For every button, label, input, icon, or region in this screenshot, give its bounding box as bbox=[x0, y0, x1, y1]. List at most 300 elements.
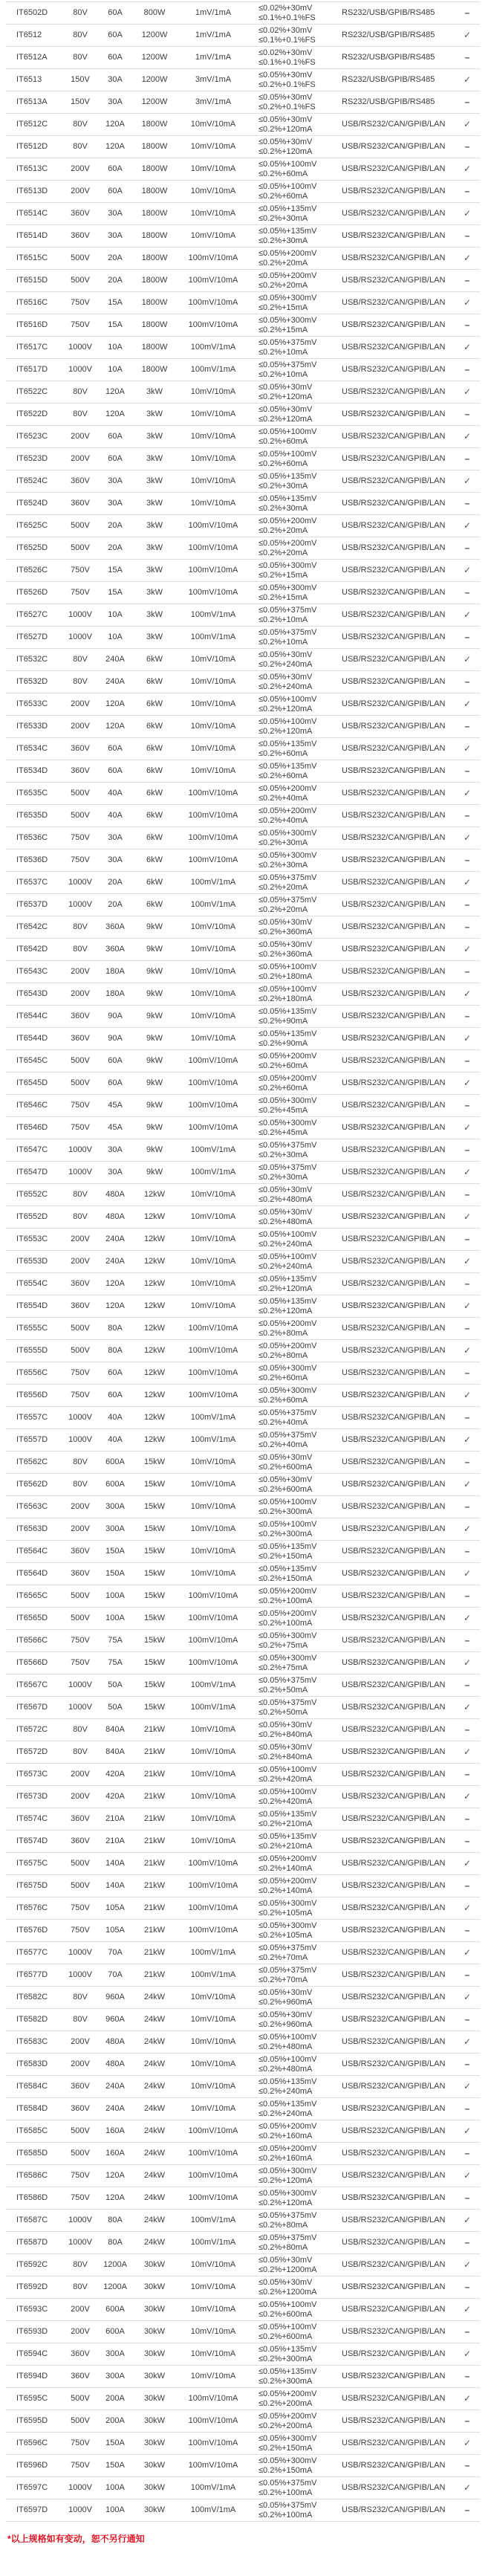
model-cell: IT6524D bbox=[6, 493, 65, 515]
voltage-cell: 750V bbox=[65, 1897, 95, 1920]
power-cell: 24kW bbox=[135, 2054, 174, 2076]
resolution-cell: 100mV/1mA bbox=[174, 2232, 253, 2254]
check-icon: ✓ bbox=[463, 1478, 472, 1489]
dash-icon: – bbox=[464, 1188, 470, 1200]
model-cell: IT6565C bbox=[6, 1585, 65, 1608]
accuracy-cell bbox=[253, 1563, 336, 1585]
accuracy-cell bbox=[253, 2210, 336, 2232]
table-row bbox=[6, 2210, 480, 2232]
current-accuracy-line: ≤0.2%+20mA bbox=[258, 882, 308, 892]
current-cell: 840A bbox=[95, 1741, 135, 1764]
option-cell bbox=[455, 515, 480, 537]
option-cell bbox=[455, 247, 480, 270]
current-accuracy-line: ≤0.2%+15mA bbox=[258, 570, 308, 580]
voltage-accuracy-line: ≤0.05%+100mV bbox=[258, 2300, 317, 2309]
model-cell: IT6543C bbox=[6, 961, 65, 983]
interfaces-cell: USB/RS232/CAN/GPIB/LAN bbox=[336, 1318, 455, 1340]
interfaces-cell: USB/RS232/CAN/GPIB/LAN bbox=[336, 2054, 455, 2076]
check-icon: ✓ bbox=[463, 1166, 472, 1177]
check-icon: ✓ bbox=[463, 297, 472, 308]
voltage-cell: 750V bbox=[65, 1652, 95, 1674]
voltage-accuracy-line: ≤0.05%+300mV bbox=[258, 2456, 317, 2465]
voltage-accuracy-line: ≤0.05%+375mV bbox=[258, 337, 317, 347]
resolution-cell: 100mV/10mA bbox=[174, 1608, 253, 1630]
resolution-cell: 100mV/10mA bbox=[174, 850, 253, 872]
interfaces-cell: USB/RS232/CAN/GPIB/LAN bbox=[336, 181, 455, 203]
dash-icon: – bbox=[464, 1456, 470, 1467]
current-cell: 10A bbox=[95, 337, 135, 359]
accuracy-cell bbox=[253, 1674, 336, 1697]
power-cell: 6kW bbox=[135, 850, 174, 872]
table-row bbox=[6, 1853, 480, 1875]
interfaces-cell: USB/RS232/CAN/GPIB/LAN bbox=[336, 2009, 455, 2031]
current-accuracy-line: ≤0.2%+120mA bbox=[258, 2175, 313, 2185]
interfaces-cell: USB/RS232/CAN/GPIB/LAN bbox=[336, 426, 455, 448]
current-cell: 100A bbox=[95, 2477, 135, 2499]
resolution-cell: 100mV/1mA bbox=[174, 2210, 253, 2232]
check-icon: ✓ bbox=[463, 1612, 472, 1623]
voltage-accuracy-line: ≤0.02%+30mV bbox=[258, 25, 313, 35]
accuracy-cell bbox=[253, 1452, 336, 1474]
table-row bbox=[6, 1496, 480, 1518]
current-cell: 15A bbox=[95, 560, 135, 582]
interfaces-cell: USB/RS232/CAN/GPIB/LAN bbox=[336, 1407, 455, 1429]
power-cell: 3kW bbox=[135, 470, 174, 493]
check-icon: ✓ bbox=[463, 2259, 472, 2270]
resolution-cell: 100mV/10mA bbox=[174, 2120, 253, 2143]
model-cell: IT6562C bbox=[6, 1452, 65, 1474]
power-cell: 6kW bbox=[135, 872, 174, 894]
current-cell: 120A bbox=[95, 1295, 135, 1318]
accuracy-cell bbox=[253, 381, 336, 404]
current-accuracy-line: ≤0.2%+1200mA bbox=[258, 2287, 317, 2297]
table-row bbox=[6, 760, 480, 783]
interfaces-cell: USB/RS232/CAN/GPIB/LAN bbox=[336, 827, 455, 850]
current-accuracy-line: ≤0.2%+90mA bbox=[258, 1016, 308, 1026]
voltage-accuracy-line: ≤0.05%+135mV bbox=[258, 1006, 317, 1016]
dash-icon: – bbox=[464, 1233, 470, 1244]
current-accuracy-line: ≤0.2%+60mA bbox=[258, 459, 308, 468]
table-row bbox=[6, 537, 480, 560]
voltage-cell: 360V bbox=[65, 1563, 95, 1585]
dash-icon: – bbox=[464, 809, 470, 821]
voltage-accuracy-line: ≤0.05%+200mV bbox=[258, 1608, 317, 1618]
table-row bbox=[6, 961, 480, 983]
voltage-accuracy-line: ≤0.05%+375mV bbox=[258, 1430, 317, 1440]
option-cell bbox=[455, 91, 480, 114]
voltage-cell: 200V bbox=[65, 2321, 95, 2343]
power-cell: 21kW bbox=[135, 1764, 174, 1786]
power-cell: 6kW bbox=[135, 716, 174, 738]
option-cell bbox=[455, 2076, 480, 2098]
current-accuracy-line: ≤0.2%+40mA bbox=[258, 1440, 308, 1449]
table-row bbox=[6, 627, 480, 649]
current-cell: 1200A bbox=[95, 2254, 135, 2276]
option-cell bbox=[455, 2276, 480, 2299]
check-icon: ✓ bbox=[463, 943, 472, 954]
current-cell: 30A bbox=[95, 493, 135, 515]
current-cell: 60A bbox=[95, 181, 135, 203]
dash-icon: – bbox=[464, 185, 470, 196]
current-accuracy-line: ≤0.2%+140mA bbox=[258, 1886, 313, 1895]
table-row bbox=[6, 1072, 480, 1095]
current-accuracy-line: ≤0.2%+60mA bbox=[258, 436, 308, 446]
dash-icon: – bbox=[464, 720, 470, 731]
dash-icon: – bbox=[464, 1768, 470, 1779]
current-cell: 50A bbox=[95, 1674, 135, 1697]
table-row bbox=[6, 1229, 480, 1251]
model-cell: IT6515C bbox=[6, 247, 65, 270]
current-accuracy-line: ≤0.2%+40mA bbox=[258, 1417, 308, 1427]
current-accuracy-line: ≤0.2%+20mA bbox=[258, 258, 308, 268]
current-accuracy-line: ≤0.2%+300mA bbox=[258, 1507, 313, 1516]
voltage-cell: 360V bbox=[65, 470, 95, 493]
voltage-cell: 1000V bbox=[65, 2499, 95, 2522]
current-accuracy-line: ≤0.2%+240mA bbox=[258, 659, 313, 669]
accuracy-cell bbox=[253, 1362, 336, 1385]
voltage-cell: 200V bbox=[65, 1764, 95, 1786]
accuracy-cell bbox=[253, 247, 336, 270]
interfaces-cell: USB/RS232/CAN/GPIB/LAN bbox=[336, 1585, 455, 1608]
check-icon: ✓ bbox=[463, 1746, 472, 1757]
voltage-cell: 200V bbox=[65, 181, 95, 203]
dash-icon: – bbox=[464, 51, 470, 62]
interfaces-cell: USB/RS232/CAN/GPIB/LAN bbox=[336, 1162, 455, 1184]
table-row bbox=[6, 292, 480, 314]
accuracy-cell bbox=[253, 1229, 336, 1251]
voltage-accuracy-line: ≤0.05%+30mV bbox=[258, 2255, 313, 2265]
current-accuracy-line: ≤0.2%+120mA bbox=[258, 704, 313, 713]
model-cell: IT6562D bbox=[6, 1474, 65, 1496]
model-cell: IT6526C bbox=[6, 560, 65, 582]
power-cell: 15kW bbox=[135, 1585, 174, 1608]
current-cell: 60A bbox=[95, 738, 135, 760]
table-row bbox=[6, 1251, 480, 1273]
resolution-cell: 100mV/1mA bbox=[174, 1407, 253, 1429]
voltage-cell: 750V bbox=[65, 850, 95, 872]
voltage-cell: 1000V bbox=[65, 894, 95, 916]
resolution-cell: 10mV/10mA bbox=[174, 939, 253, 961]
current-accuracy-line: ≤0.2%+1200mA bbox=[258, 2265, 317, 2274]
power-cell: 1200W bbox=[135, 91, 174, 114]
resolution-cell: 10mV/10mA bbox=[174, 2009, 253, 2031]
option-cell bbox=[455, 158, 480, 181]
current-accuracy-line: ≤0.2%+480mA bbox=[258, 1217, 313, 1226]
interfaces-cell: USB/RS232/CAN/GPIB/LAN bbox=[336, 1786, 455, 1808]
model-cell: IT6534D bbox=[6, 760, 65, 783]
resolution-cell: 100mV/10mA bbox=[174, 2410, 253, 2433]
model-cell: IT6586D bbox=[6, 2187, 65, 2210]
option-cell bbox=[455, 203, 480, 225]
voltage-accuracy-line: ≤0.05%+200mV bbox=[258, 2411, 317, 2421]
accuracy-cell bbox=[253, 1808, 336, 1831]
voltage-cell: 360V bbox=[65, 2343, 95, 2366]
current-cell: 600A bbox=[95, 2321, 135, 2343]
voltage-cell: 500V bbox=[65, 1050, 95, 1072]
voltage-accuracy-line: ≤0.05%+30mV bbox=[258, 2010, 313, 2019]
current-accuracy-line: ≤0.2%+480mA bbox=[258, 2042, 313, 2051]
model-cell: IT6557C bbox=[6, 1407, 65, 1429]
interfaces-cell: USB/RS232/CAN/GPIB/LAN bbox=[336, 2098, 455, 2120]
voltage-cell: 750V bbox=[65, 2433, 95, 2455]
model-cell: IT6545D bbox=[6, 1072, 65, 1095]
current-accuracy-line: ≤0.2%+360mA bbox=[258, 927, 313, 936]
option-cell bbox=[455, 894, 480, 916]
accuracy-cell bbox=[253, 2009, 336, 2031]
resolution-cell: 10mV/10mA bbox=[174, 2054, 253, 2076]
current-accuracy-line: ≤0.2%+420mA bbox=[258, 1796, 313, 1806]
interfaces-cell: USB/RS232/CAN/GPIB/LAN bbox=[336, 515, 455, 537]
dash-icon: – bbox=[464, 2415, 470, 2426]
check-icon: ✓ bbox=[463, 1857, 472, 1868]
interfaces-cell: USB/RS232/CAN/GPIB/LAN bbox=[336, 470, 455, 493]
model-cell: IT6523C bbox=[6, 426, 65, 448]
power-cell: 12kW bbox=[135, 1206, 174, 1229]
voltage-cell: 80V bbox=[65, 1987, 95, 2009]
voltage-accuracy-line: ≤0.05%+100mV bbox=[258, 181, 317, 191]
current-cell: 30A bbox=[95, 69, 135, 91]
resolution-cell: 1mV/1mA bbox=[174, 25, 253, 47]
current-accuracy-line: ≤0.2%+30mA bbox=[258, 236, 308, 245]
accuracy-cell bbox=[253, 404, 336, 426]
option-cell bbox=[455, 1340, 480, 1362]
dash-icon: – bbox=[464, 453, 470, 464]
interfaces-cell: USB/RS232/CAN/GPIB/LAN bbox=[336, 2187, 455, 2210]
check-icon: ✓ bbox=[463, 742, 472, 754]
resolution-cell: 10mV/10mA bbox=[174, 2076, 253, 2098]
accuracy-cell bbox=[253, 1095, 336, 1117]
power-cell: 30kW bbox=[135, 2410, 174, 2433]
resolution-cell: 10mV/10mA bbox=[174, 136, 253, 158]
voltage-cell: 500V bbox=[65, 1608, 95, 1630]
check-icon: ✓ bbox=[463, 2080, 472, 2091]
current-accuracy-line: ≤0.2%+30mA bbox=[258, 860, 308, 870]
dash-icon: – bbox=[464, 1322, 470, 1333]
dash-icon: – bbox=[464, 96, 470, 107]
resolution-cell: 10mV/10mA bbox=[174, 2031, 253, 2054]
accuracy-cell bbox=[253, 2232, 336, 2254]
current-cell: 240A bbox=[95, 649, 135, 671]
voltage-cell: 750V bbox=[65, 1630, 95, 1652]
option-cell bbox=[455, 1875, 480, 1897]
accuracy-cell bbox=[253, 2455, 336, 2477]
model-cell: IT6544D bbox=[6, 1028, 65, 1050]
current-cell: 240A bbox=[95, 2098, 135, 2120]
interfaces-cell: USB/RS232/CAN/GPIB/LAN bbox=[336, 738, 455, 760]
voltage-cell: 750V bbox=[65, 1095, 95, 1117]
interfaces-cell: USB/RS232/CAN/GPIB/LAN bbox=[336, 2388, 455, 2410]
current-accuracy-line: ≤0.2%+120mA bbox=[258, 414, 313, 424]
voltage-cell: 80V bbox=[65, 916, 95, 939]
interfaces-cell: USB/RS232/CAN/GPIB/LAN bbox=[336, 1674, 455, 1697]
dash-icon: – bbox=[464, 1545, 470, 1556]
option-cell bbox=[455, 961, 480, 983]
check-icon: ✓ bbox=[463, 876, 472, 887]
current-cell: 300A bbox=[95, 2343, 135, 2366]
model-cell: IT6517C bbox=[6, 337, 65, 359]
dash-icon: – bbox=[464, 497, 470, 508]
power-cell: 6kW bbox=[135, 827, 174, 850]
current-cell: 420A bbox=[95, 1764, 135, 1786]
power-cell: 1800W bbox=[135, 270, 174, 292]
resolution-cell: 10mV/10mA bbox=[174, 1541, 253, 1563]
option-cell bbox=[455, 1429, 480, 1452]
resolution-cell: 10mV/10mA bbox=[174, 983, 253, 1006]
power-cell: 6kW bbox=[135, 693, 174, 716]
current-accuracy-line: ≤0.2%+240mA bbox=[258, 2109, 313, 2118]
model-cell: IT6535D bbox=[6, 805, 65, 827]
power-cell: 24kW bbox=[135, 2120, 174, 2143]
power-cell: 12kW bbox=[135, 1251, 174, 1273]
check-icon: ✓ bbox=[463, 1032, 472, 1043]
model-cell: IT6512 bbox=[6, 25, 65, 47]
voltage-accuracy-line: ≤0.05%+375mV bbox=[258, 2478, 317, 2488]
accuracy-cell bbox=[253, 91, 336, 114]
check-icon: ✓ bbox=[463, 1790, 472, 1802]
current-cell: 210A bbox=[95, 1831, 135, 1853]
model-cell: IT6557D bbox=[6, 1429, 65, 1452]
resolution-cell: 100mV/10mA bbox=[174, 1920, 253, 1942]
table-row bbox=[6, 25, 480, 47]
current-accuracy-line: ≤0.2%+160mA bbox=[258, 2131, 313, 2140]
interfaces-cell: USB/RS232/CAN/GPIB/LAN bbox=[336, 783, 455, 805]
model-cell: IT6576D bbox=[6, 1920, 65, 1942]
model-cell: IT6546D bbox=[6, 1117, 65, 1139]
resolution-cell: 10mV/10mA bbox=[174, 1808, 253, 1831]
current-accuracy-line: ≤0.2%+300mA bbox=[258, 1529, 313, 1538]
resolution-cell: 100mV/1mA bbox=[174, 894, 253, 916]
accuracy-cell bbox=[253, 2120, 336, 2143]
voltage-cell: 1000V bbox=[65, 1139, 95, 1162]
resolution-cell: 10mV/10mA bbox=[174, 1184, 253, 1206]
interfaces-cell: USB/RS232/CAN/GPIB/LAN bbox=[336, 2232, 455, 2254]
accuracy-cell bbox=[253, 537, 336, 560]
interfaces-cell: USB/RS232/CAN/GPIB/LAN bbox=[336, 716, 455, 738]
table-row bbox=[6, 1764, 480, 1786]
accuracy-cell bbox=[253, 671, 336, 693]
option-cell bbox=[455, 783, 480, 805]
voltage-cell: 80V bbox=[65, 1719, 95, 1741]
voltage-accuracy-line: ≤0.05%+100mV bbox=[258, 962, 317, 971]
dash-icon: – bbox=[464, 1367, 470, 1378]
resolution-cell: 10mV/10mA bbox=[174, 1764, 253, 1786]
current-accuracy-line: ≤0.2%+0.1%FS bbox=[258, 102, 316, 111]
voltage-cell: 80V bbox=[65, 1206, 95, 1229]
accuracy-cell bbox=[253, 2388, 336, 2410]
model-cell: IT6586C bbox=[6, 2165, 65, 2187]
voltage-cell: 750V bbox=[65, 1920, 95, 1942]
table-row bbox=[6, 1273, 480, 1295]
dash-icon: – bbox=[464, 676, 470, 687]
current-cell: 210A bbox=[95, 1808, 135, 1831]
model-cell: IT6537D bbox=[6, 894, 65, 916]
table-row bbox=[6, 827, 480, 850]
model-cell: IT6522C bbox=[6, 381, 65, 404]
model-cell: IT6596D bbox=[6, 2455, 65, 2477]
model-cell: IT6513A bbox=[6, 91, 65, 114]
model-cell: IT6514C bbox=[6, 203, 65, 225]
interfaces-cell: USB/RS232/CAN/GPIB/LAN bbox=[336, 2276, 455, 2299]
option-cell bbox=[455, 448, 480, 470]
voltage-accuracy-line: ≤0.05%+300mV bbox=[258, 560, 317, 570]
resolution-cell: 3mV/1mA bbox=[174, 69, 253, 91]
voltage-cell: 200V bbox=[65, 448, 95, 470]
power-cell: 3kW bbox=[135, 560, 174, 582]
current-cell: 120A bbox=[95, 693, 135, 716]
check-icon: ✓ bbox=[463, 1657, 472, 1668]
accuracy-cell bbox=[253, 2433, 336, 2455]
table-row bbox=[6, 2054, 480, 2076]
table-row bbox=[6, 2232, 480, 2254]
voltage-accuracy-line: ≤0.05%+100mV bbox=[258, 2054, 317, 2064]
voltage-accuracy-line: ≤0.05%+375mV bbox=[258, 605, 317, 615]
voltage-accuracy-line: ≤0.05%+30mV bbox=[258, 404, 313, 414]
current-accuracy-line: ≤0.2%+80mA bbox=[258, 2220, 308, 2230]
interfaces-cell: USB/RS232/CAN/GPIB/LAN bbox=[336, 1764, 455, 1786]
option-cell bbox=[455, 114, 480, 136]
accuracy-cell bbox=[253, 1987, 336, 2009]
voltage-accuracy-line: ≤0.05%+100mV bbox=[258, 1252, 317, 1261]
interfaces-cell: USB/RS232/CAN/GPIB/LAN bbox=[336, 2455, 455, 2477]
current-accuracy-line: ≤0.2%+15mA bbox=[258, 325, 308, 334]
voltage-accuracy-line: ≤0.05%+375mV bbox=[258, 2500, 317, 2510]
table-row bbox=[6, 448, 480, 470]
voltage-cell: 80V bbox=[65, 381, 95, 404]
power-cell: 6kW bbox=[135, 671, 174, 693]
resolution-cell: 10mV/10mA bbox=[174, 649, 253, 671]
voltage-cell: 150V bbox=[65, 69, 95, 91]
voltage-cell: 1000V bbox=[65, 1429, 95, 1452]
interfaces-cell: USB/RS232/CAN/GPIB/LAN bbox=[336, 1630, 455, 1652]
option-cell bbox=[455, 1897, 480, 1920]
interfaces-cell: USB/RS232/CAN/GPIB/LAN bbox=[336, 158, 455, 181]
voltage-accuracy-line: ≤0.05%+30mV bbox=[258, 1987, 313, 1997]
option-cell bbox=[455, 604, 480, 627]
voltage-cell: 360V bbox=[65, 1831, 95, 1853]
option-cell bbox=[455, 1786, 480, 1808]
option-cell bbox=[455, 2098, 480, 2120]
dash-icon: – bbox=[464, 1634, 470, 1645]
power-cell: 1800W bbox=[135, 292, 174, 314]
current-cell: 30A bbox=[95, 1139, 135, 1162]
power-cell: 15kW bbox=[135, 1608, 174, 1630]
power-cell: 30kW bbox=[135, 2455, 174, 2477]
check-icon: ✓ bbox=[463, 520, 472, 531]
current-accuracy-line: ≤0.2%+840mA bbox=[258, 1729, 313, 1739]
model-cell: IT6535C bbox=[6, 783, 65, 805]
accuracy-cell bbox=[253, 225, 336, 247]
power-cell: 24kW bbox=[135, 2143, 174, 2165]
voltage-cell: 360V bbox=[65, 760, 95, 783]
model-cell: IT6592D bbox=[6, 2276, 65, 2299]
resolution-cell: 100mV/1mA bbox=[174, 1942, 253, 1964]
model-cell: IT6553D bbox=[6, 1251, 65, 1273]
model-cell: IT6556C bbox=[6, 1362, 65, 1385]
voltage-accuracy-line: ≤0.05%+30mV bbox=[258, 1452, 313, 1462]
option-cell bbox=[455, 560, 480, 582]
resolution-cell: 100mV/1mA bbox=[174, 1674, 253, 1697]
current-accuracy-line: ≤0.2%+120mA bbox=[258, 392, 313, 401]
check-icon: ✓ bbox=[463, 386, 472, 397]
voltage-accuracy-line: ≤0.05%+200mV bbox=[258, 538, 317, 548]
option-cell bbox=[455, 2165, 480, 2187]
current-cell: 100A bbox=[95, 1585, 135, 1608]
interfaces-cell: USB/RS232/CAN/GPIB/LAN bbox=[336, 1987, 455, 2009]
option-cell bbox=[455, 872, 480, 894]
resolution-cell: 10mV/10mA bbox=[174, 2366, 253, 2388]
current-cell: 150A bbox=[95, 1541, 135, 1563]
option-cell bbox=[455, 225, 480, 247]
